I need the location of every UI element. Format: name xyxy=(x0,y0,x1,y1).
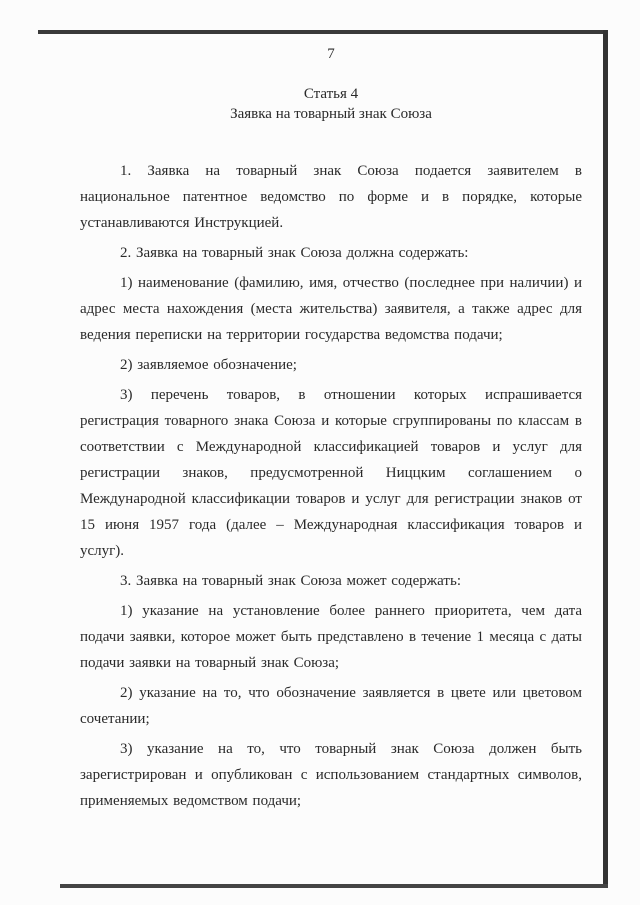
page-number: 7 xyxy=(327,46,335,62)
document-body xyxy=(80,44,582,814)
scan-border-right xyxy=(603,30,608,888)
paragraph-2: 2. Заявка на товарный знак Союза должна содержать: xyxy=(120,245,469,261)
article-subtitle: Заявка на товарный знак Союза xyxy=(230,106,432,122)
paragraph-3-item-1: 1) указание на установление более раннего приоритета, чем дата подачи заявки, которое может быть представлено в течение 1 месяца с даты подачи заявки на товарный знак Союза; xyxy=(80,603,582,671)
paragraph-3-item-2: 2) указание на то, что обозначение заявляется в цвете или цветовом сочетании; xyxy=(80,685,582,727)
paragraph-3: 3. Заявка на товарный знак Союза может содержать: xyxy=(120,573,461,589)
article-title: Статья 4 xyxy=(303,86,359,102)
scan-border-top xyxy=(38,30,608,34)
paragraph-2-item-1: 1) наименование (фамилию, имя, отчество (последнее при наличии) и адрес места нахождения (места жительства) заявителя, а также адрес для ведения переписки на территории государства ведомства подачи; xyxy=(80,275,582,343)
paragraph-2-item-3: 3) перечень товаров, в отношении которых испрашивается регистрация товарного знака Союза и которые сгруппированы по классам в соответствии с Международной классификацией товаров и услуг для регистрации знаков, предусмотренной Ниццким соглашением о Международной классификации товаров и услуг для регистрации знаков от 15 июня 1957 года (далее – Международная классификация товаров и услуг). xyxy=(80,387,582,559)
scan-border-bottom xyxy=(60,884,608,888)
paragraph-3-item-3: 3) указание на то, что товарный знак Союза должен быть зарегистрирован и опубликован с использованием стандартных символов, применяемых ведомством подачи; xyxy=(80,741,582,809)
paragraph-2-item-2: 2) заявляемое обозначение; xyxy=(120,357,297,373)
paragraph-1: 1. Заявка на товарный знак Союза подается заявителем в национальное патентное ведомство по форме и в порядке, которые устанавливаются Инструкцией. xyxy=(80,163,582,231)
